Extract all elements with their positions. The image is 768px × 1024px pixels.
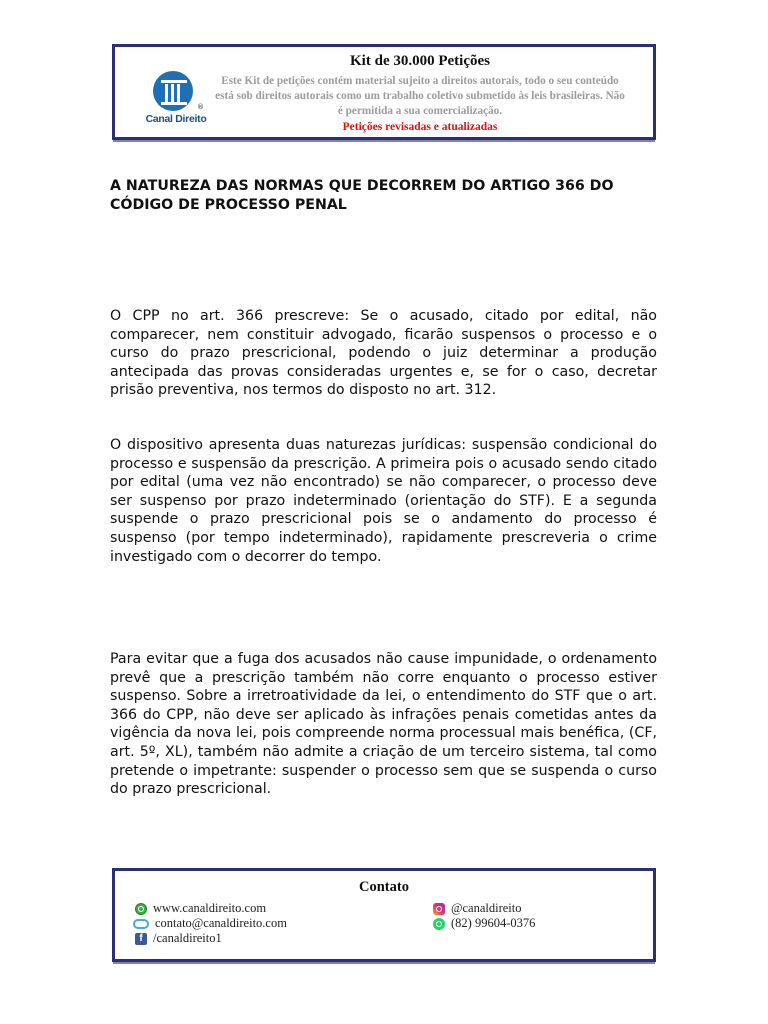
contact-title: Contato [359,879,409,895]
canal-direito-logo [145,71,209,131]
email-contact[interactable] [133,916,287,931]
document-title: A NATUREZA DAS NORMAS QUE DECORREM DO ARTIGO 366 DO CÓDIGO DE PROCESSO PENAL [110,178,614,213]
copyright-notice: Este Kit de petições contém material sujeito a direitos autorais, todo o seu conteúdo está sob direitos autorais como um trabalho coletivo submetido às leis brasileiras. Não é permitida a sua comercialização. [215,75,625,117]
website-link[interactable]: www.canaldireito.com [153,901,267,915]
website-contact[interactable] [135,901,266,916]
paragraph-1: O CPP no art. 366 prescreve: Se o acusado, citado por edital, não comparecer, nem constituir advogado, ficarão suspensos o processo e o curso do prazo prescricional, podendo o juiz determinar a produção antecipada das provas consideradas urgentes e, se for o caso, decretar prisão preventiva, nos termos do disposto no art. 312. [110,308,657,399]
logo-text: Canal Direito [145,113,207,125]
facebook-link[interactable]: /canaldireito1 [153,931,222,945]
kit-title: Kit de 30.000 Petições [350,53,490,69]
revised-notice: Petições revisadas e atualizadas [342,121,498,133]
header-banner [112,44,656,140]
registered-mark: ® [197,103,204,111]
facebook-icon: f [135,933,147,945]
column-icon [153,71,193,111]
globe-icon [135,903,147,915]
facebook-contact[interactable] [135,931,222,946]
paragraph-2: O dispositivo apresenta duas naturezas jurídicas: suspensão condicional do processo e suspensão da prescrição. A primeira pois o acusado sendo citado por edital (uma vez não encontrado) se não comparecer, o processo deve ser suspenso por prazo indeterminado (orientação do STF). E a segunda suspende o prazo prescricional pois se o andamento do processo é suspenso (por tempo indeterminado), rapidamente prescreveria o crime investigado com o decorrer do tempo. [110,437,657,565]
contact-footer [112,868,656,962]
email-link[interactable]: contato@canaldireito.com [155,916,287,930]
whatsapp-icon [433,918,445,930]
instagram-icon [433,903,445,915]
paragraph-3: Para evitar que a fuga dos acusados não cause impunidade, o ordenamento prevê que a prescrição também não corre enquanto o processo estiver suspenso. Sobre a irretroatividade da lei, o entendimento do STF que o art. 366 do CPP, não deve ser aplicado às infrações penais cometidas antes da vigência da nova lei, pois compreende norma processual mais benéfica, (CF, art. 5º, XL), também não admite a criação de um terceiro sistema, tal como pretende o impetrante: suspender o processo sem que se suspenda o curso do prazo prescricional. [110,651,657,798]
whatsapp-number[interactable]: (82) 99604-0376 [451,916,536,930]
whatsapp-contact[interactable] [433,916,535,931]
mail-icon [133,919,149,929]
instagram-handle[interactable]: @canaldireito [451,901,522,915]
instagram-contact[interactable] [433,901,522,916]
